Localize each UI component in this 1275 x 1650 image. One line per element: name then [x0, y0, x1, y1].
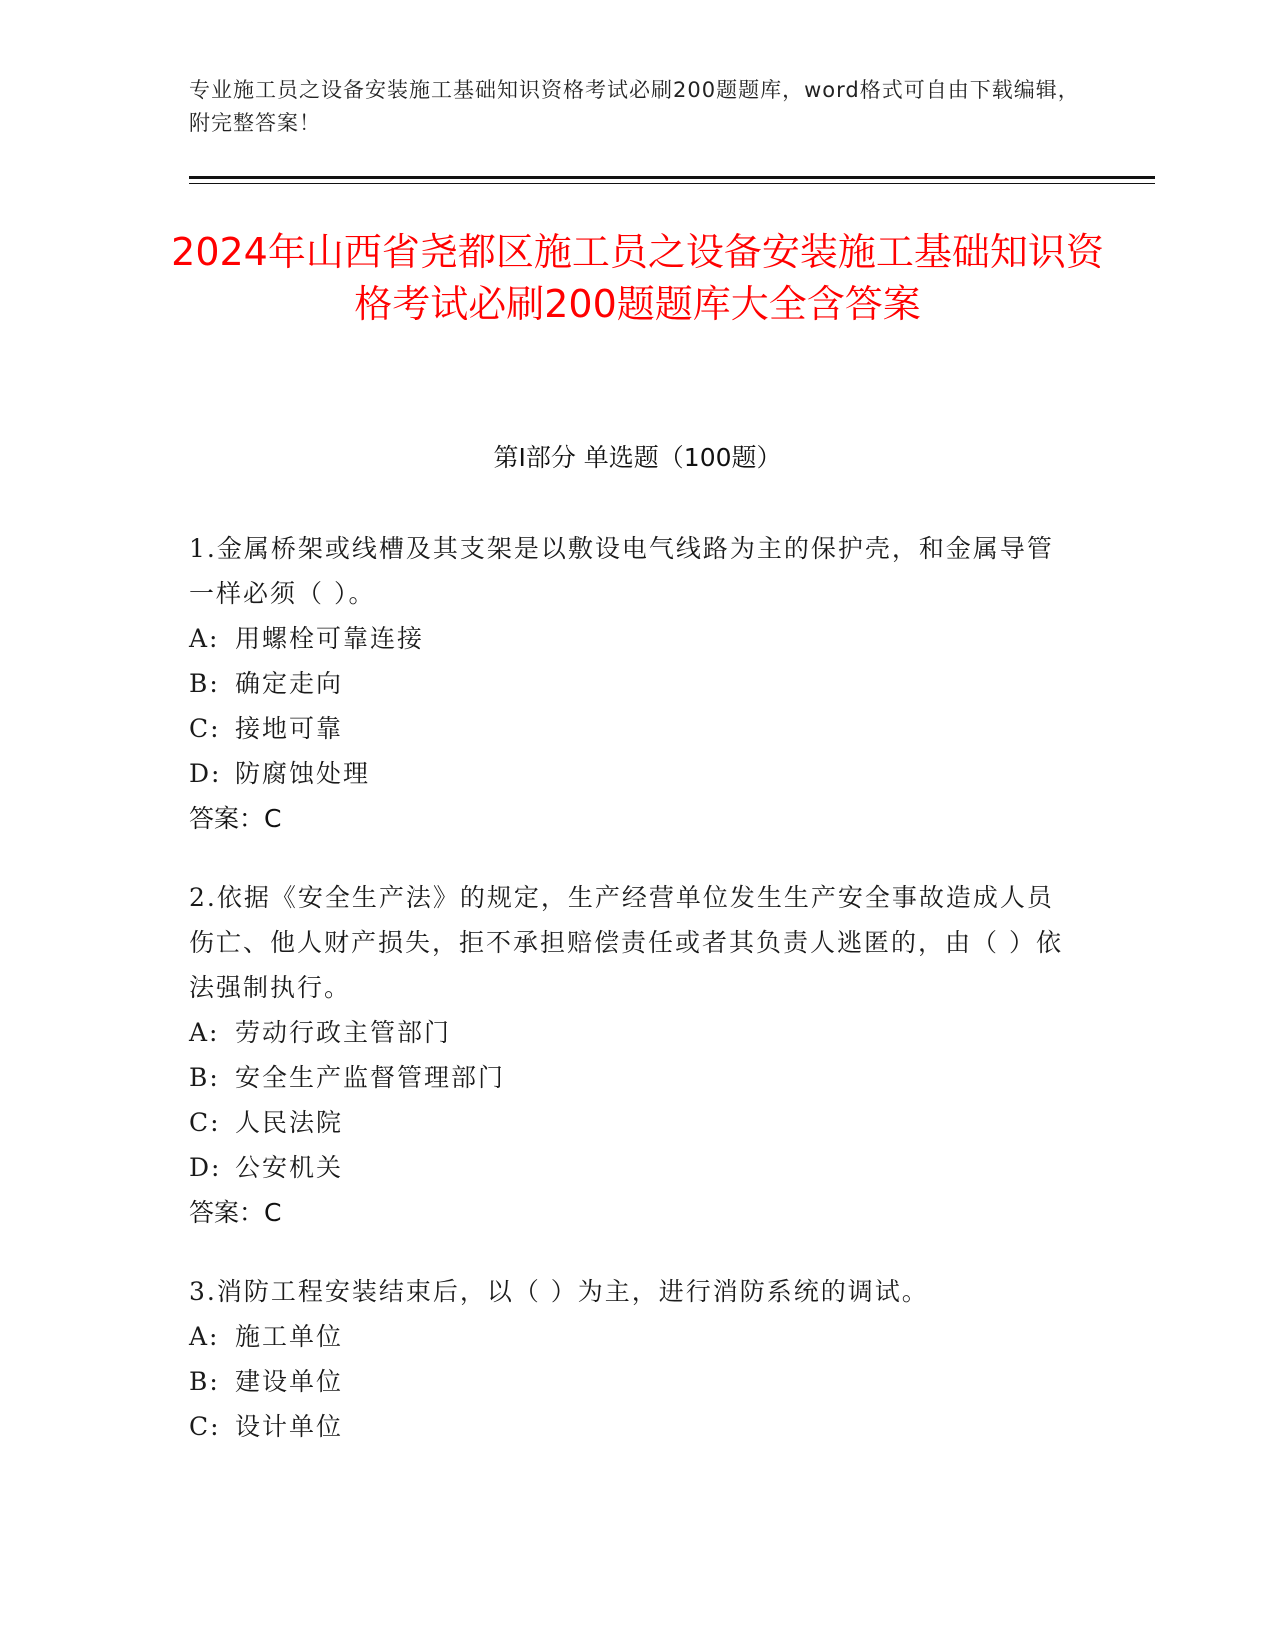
question-stem: 2.依据《安全生产法》的规定，生产经营单位发生生产安全事故造成人员伤亡、他人财产损失，拒不承担赔偿责任或者其负责人逃匿的，由（ ）依法强制执行。	[189, 883, 1063, 1002]
option-b	[189, 1055, 1069, 1100]
option-text: 防腐蚀处理	[235, 759, 371, 788]
option-a	[189, 616, 1069, 661]
option-text: 劳动行政主管部门	[235, 1018, 452, 1047]
question-list	[189, 526, 1069, 1483]
document-title: 2024年山西省尧都区施工员之设备安装施工基础知识资格考试必刷200题题库大全含答案	[171, 230, 1104, 326]
option-key: B:	[189, 1367, 220, 1396]
option-key: D:	[189, 759, 222, 788]
question-3	[189, 1269, 1069, 1449]
section-title: 第I部分 单选题（100题）	[493, 443, 782, 472]
header-rule-thin	[189, 183, 1155, 184]
option-a	[189, 1314, 1069, 1359]
option-key: A:	[189, 1322, 220, 1351]
question-2	[189, 875, 1069, 1235]
option-key: D:	[189, 1153, 222, 1182]
option-text: 人民法院	[235, 1108, 344, 1137]
header-note: 专业施工员之设备安装施工基础知识资格考试必刷200题题库，word格式可自由下载编辑，附完整答案！	[189, 78, 1080, 135]
option-text: 设计单位	[235, 1412, 344, 1441]
option-text: 公安机关	[235, 1153, 344, 1182]
question-stem: 3.消防工程安装结束后，以（ ）为主，进行消防系统的调试。	[189, 1277, 929, 1306]
answer-line: 答案：C	[189, 804, 282, 833]
option-text: 确定走向	[235, 669, 344, 698]
question-1	[189, 526, 1069, 841]
option-c	[189, 706, 1069, 751]
option-text: 建设单位	[235, 1367, 344, 1396]
option-text: 施工单位	[235, 1322, 344, 1351]
question-stem: 1.金属桥架或线槽及其支架是以敷设电气线路为主的保护壳，和金属导管一样必须（ ）。	[189, 534, 1054, 608]
option-b	[189, 661, 1069, 706]
option-key: C:	[189, 1412, 221, 1441]
option-text: 接地可靠	[235, 714, 344, 743]
option-key: B:	[189, 669, 220, 698]
option-d	[189, 1145, 1069, 1190]
option-text: 用螺栓可靠连接	[235, 624, 425, 653]
option-c	[189, 1100, 1069, 1145]
option-d	[189, 751, 1069, 796]
option-key: A:	[189, 1018, 220, 1047]
option-c	[189, 1404, 1069, 1449]
answer-line: 答案：C	[189, 1198, 282, 1227]
option-key: A:	[189, 624, 220, 653]
option-key: B:	[189, 1063, 220, 1092]
header-rule-thick	[189, 176, 1155, 179]
option-a	[189, 1010, 1069, 1055]
option-key: C:	[189, 714, 221, 743]
option-key: C:	[189, 1108, 221, 1137]
option-text: 安全生产监督管理部门	[235, 1063, 506, 1092]
option-b	[189, 1359, 1069, 1404]
